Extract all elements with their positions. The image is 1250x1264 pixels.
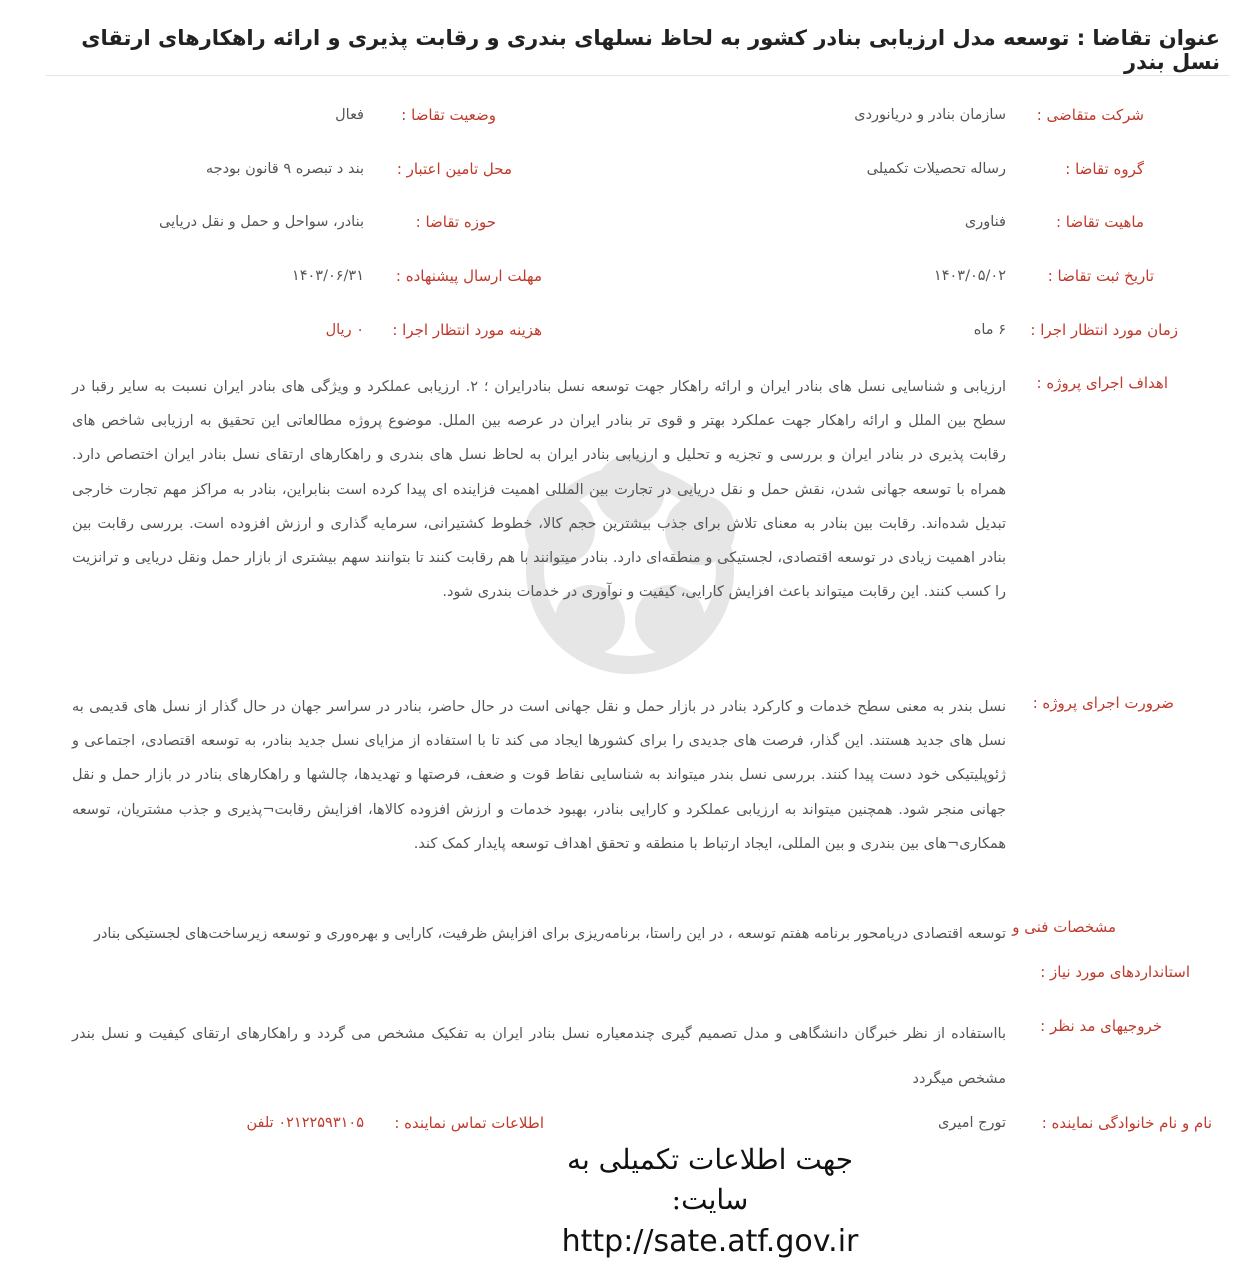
- outputs-text: بااستفاده از نظر خبرگان دانشگاهی و مدل تصمیم گیری چندمعیاره نسل بنادر ایران به تفکیک مشخص می گردد و راهکارهای ارتقای کیفیت و نسل بندر مشخص میگردد: [72, 1026, 1006, 1087]
- reg-date-value: ۱۴۰۳/۰۵/۰۲: [933, 268, 1006, 284]
- funding-value: بند د تبصره ۹ قانون بودجه: [205, 161, 364, 177]
- nature-value: فناوری: [964, 214, 1006, 230]
- contact-value: ۰۲۱۲۲۵۹۳۱۰۵ تلفن: [246, 1115, 364, 1131]
- applicant-value: سازمان بنادر و دریانوردی: [854, 107, 1006, 123]
- deadline-value: ۱۴۰۳/۰۶/۳۱: [291, 268, 364, 284]
- rep-label: نام و نام خانوادگی نماینده :: [1041, 1114, 1212, 1132]
- domain-label: حوزه تقاضا :: [415, 213, 496, 231]
- footer-url[interactable]: http://sate.atf.gov.ir: [561, 1224, 859, 1259]
- group-label: گروه تقاضا :: [1065, 160, 1144, 178]
- necessity-label: ضرورت اجرای پروژه :: [1032, 694, 1174, 712]
- outputs-label: خروجیهای مد نظر :: [1040, 1017, 1162, 1035]
- status-label: وضعیت تقاضا :: [401, 106, 496, 124]
- necessity-text: نسل بندر به معنی سطح خدمات و کارکرد بنادر در بازار حمل و نقل جهانی است در حال حاضر، بنادر در سراسر جهان در حال گذار از نسل های قدیمی به نسل های جدید هستند. این گذار، فرصت های جدیدی را برای کشورها ایجاد می کند تا با استفاده از مزایای نسل جدید بنادر، به توسعه اقتصادی، اجتماعی و ژئوپلیتیکی خود دست پیدا کنند. بررسی نسل بندر میتواند به شناسایی نقاط قوت و ضعف، فرصتها و تهدیدها، چالشها و راهکارهای بنادر در بازار حمل و نقل جهانی منجر شود. همچنین میتواند به ارزیابی عملکرد و کارایی بنادر، بهبود خدمات و ارزش افزوده کالاها، افزایش رقابت¬پذیری و جذب مشتریان، توسعه همکاری¬های بین بندری و بین المللی، ایجاد ارتباط با منطقه و تحقق اهداف توسعه پایدار کمک کند.: [72, 699, 1006, 852]
- rep-value: تورج امیری: [937, 1115, 1006, 1131]
- duration-label: زمان مورد انتظار اجرا :: [1030, 321, 1178, 339]
- status-value: فعال: [335, 107, 364, 123]
- deadline-label: مهلت ارسال پیشنهاده :: [395, 267, 542, 285]
- contact-label: اطلاعات تماس نماینده :: [394, 1114, 544, 1132]
- domain-value: بنادر، سواحل و حمل و نقل دریایی: [159, 214, 364, 230]
- specs-label-1: مشخصات فنی و: [1012, 918, 1116, 936]
- reg-date-label: تاریخ ثبت تقاضا :: [1047, 267, 1154, 285]
- specs-text: توسعه اقتصادی دریامحور برنامه هفتم توسعه ، در این راستا، برنامه‌ریزی برای افزایش ظرفیت، کارایی و بهره‌وری و توسعه زیرساخت‌های لجستیکی بنادر: [93, 926, 1006, 942]
- footer-line1: جهت اطلاعات تکمیلی به سایت:: [566, 1143, 854, 1216]
- page-title: عنوان تقاضا : توسعه مدل ارزیابی بنادر کشور به لحاظ نسلهای بندری و رقابت پذیری و ارائه راهکارهای ارتقای نسل بندر: [81, 26, 1220, 74]
- duration-value: ۶ ماه: [973, 322, 1006, 338]
- cost-value: ۰ ریال: [325, 322, 364, 338]
- applicant-label: شرکت متقاضی :: [1036, 106, 1144, 124]
- cost-label: هزینه مورد انتظار اجرا :: [392, 321, 542, 339]
- goals-label: اهداف اجرای پروژه :: [1036, 374, 1168, 392]
- specs-label-2: استانداردهای مورد نیاز :: [1040, 963, 1190, 981]
- footer-note: [540, 1140, 880, 1264]
- goals-text: ارزیابی و شناسایی نسل های بنادر ایران و ارائه راهکار جهت توسعه نسل بنادرایران ؛ ۲. ارزیابی عملکرد و ویژگی های بنادر ایران نسبت به سایر رقبا در سطح بین الملل و ارائه راهکار جهت عملکرد بهتر و قوی تر بنادر ایران در عرصه بین الملل. موضوع پروژه مطالعاتی این تحقیق به ارزیابی شاخص های رقابت پذیری در بنادر ایران و بررسی و تجزیه و تحلیل و ارزیابی بنادر ایران به لحاظ نسل های بندری و راهکارهای ارتقای نسل بنادر ایران اختصاص دارد. همراه با توسعه جهانی شدن، نقش حمل و نقل دریایی در تجارت بین المللی اهمیت فزاینده ای پیدا کرده است بنابراین، بنادر به مراکز مهم تجارت خارجی تبدیل شده‌اند. رقابت بین بنادر به معنای تلاش برای جذب بیشترین حجم کالا، خطوط کشتیرانی، سرمایه گذاری و ارزش افزوده است. بررسی رقابت بین بنادر اهمیت زیادی در توسعه اقتصادی، لجستیکی و منطقه‌ای دارد. بنادر میتوانند با هم رقابت کنند تا بتوانند سهم بیشتری از بازار حمل ونقل دریایی و ترانزیت را کسب کنند. این رقابت میتواند باعث افزایش کارایی، کیفیت و نوآوری در خدمات بندری شود.: [72, 379, 1007, 601]
- divider: [46, 75, 1230, 76]
- nature-label: ماهیت تقاضا :: [1055, 213, 1144, 231]
- funding-label: محل تامین اعتبار :: [396, 160, 512, 178]
- group-value: رساله تحصیلات تکمیلی: [866, 161, 1006, 177]
